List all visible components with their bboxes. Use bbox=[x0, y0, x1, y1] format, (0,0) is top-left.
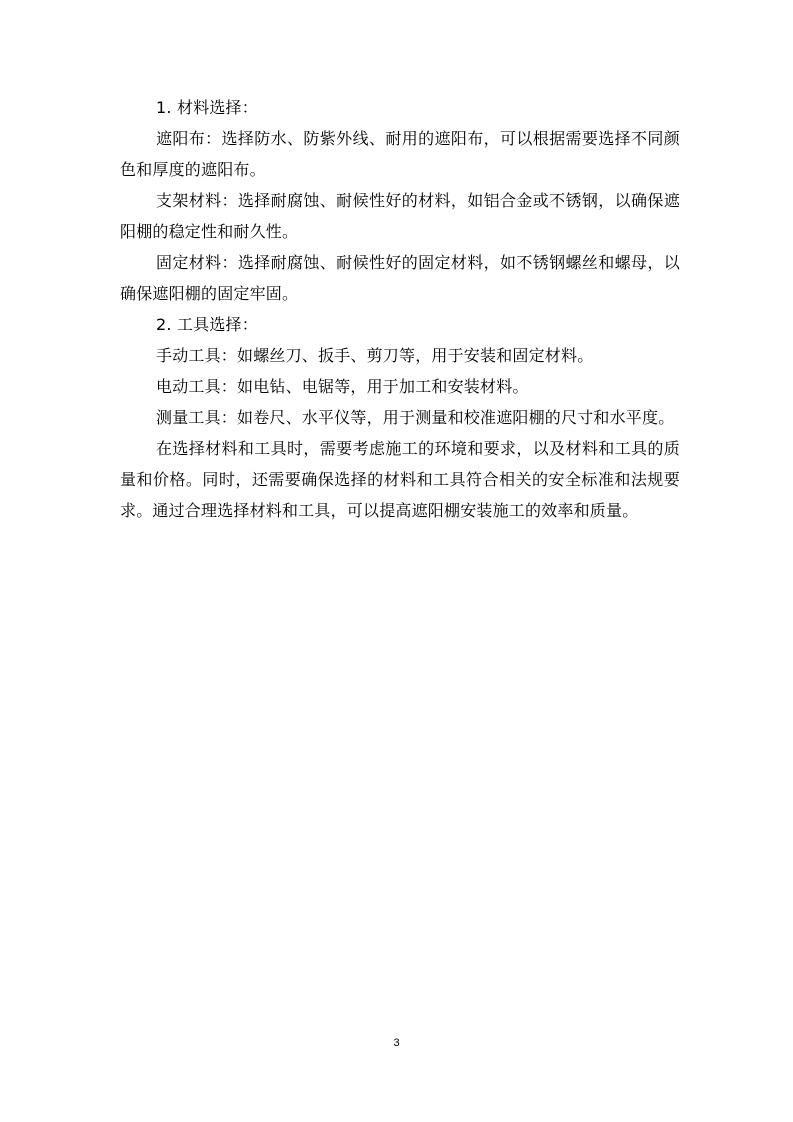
paragraph-shade-cloth: 遮阳布：选择防水、防紫外线、耐用的遮阳布，可以根据需要选择不同颜色和厚度的遮阳布。 bbox=[120, 129, 680, 179]
paragraph-summary: 在选择材料和工具时，需要考虑施工的环境和要求，以及材料和工具的质量和价格。同时，还需要确保选择的材料和工具符合相关的安全标准和法规要求。通过合理选择材料和工具，可以提高遮阳棚安装施工的效率和质量。 bbox=[120, 439, 680, 520]
page-number: 3 bbox=[393, 1037, 400, 1049]
paragraph-frame-materials: 支架材料：选择耐腐蚀、耐候性好的材料，如铝合金或不锈钢，以确保遮阳棚的稳定性和耐久性。 bbox=[120, 191, 680, 241]
paragraph-fixing-materials: 固定材料：选择耐腐蚀、耐候性好的固定材料，如不锈钢螺丝和螺母，以确保遮阳棚的固定牢固。 bbox=[120, 253, 680, 303]
paragraph-power-tools: 电动工具：如电钻、电锯等，用于加工和安装材料。 bbox=[156, 377, 529, 396]
document-body bbox=[120, 92, 680, 526]
section-heading-materials: 1. 材料选择： bbox=[156, 98, 258, 117]
paragraph-measuring-tools: 测量工具：如卷尺、水平仪等，用于测量和校准遮阳棚的尺寸和水平度。 bbox=[156, 408, 675, 427]
section-heading-tools: 2. 工具选择： bbox=[156, 315, 258, 334]
paragraph-hand-tools: 手动工具：如螺丝刀、扳手、剪刀等，用于安装和固定材料。 bbox=[156, 346, 594, 365]
